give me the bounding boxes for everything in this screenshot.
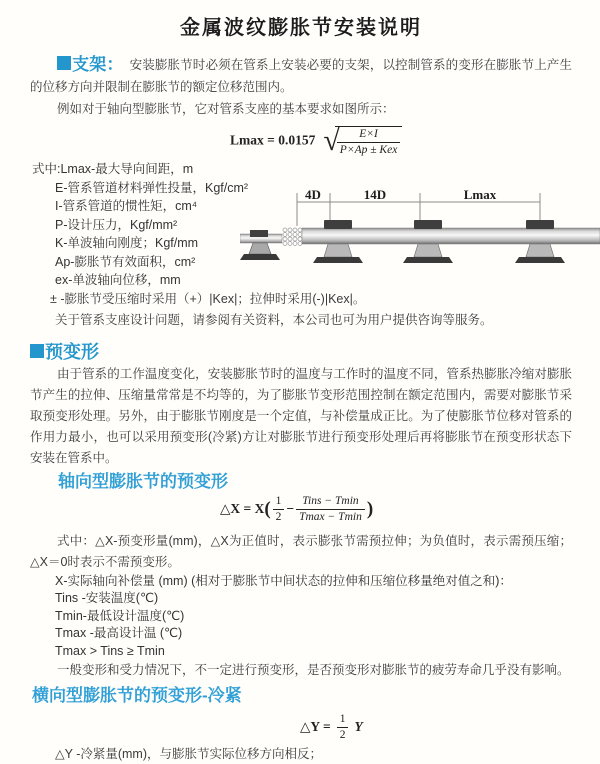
axial-subheading: 轴向型膨胀节的预变形 [58,471,228,491]
axial-formula [220,495,373,529]
predeform-body: 由于管系的工作温度变化，安装膨胀节时的温度与工作时的温度不同，管系热膨胀冷缩对膨胀节产生的拉伸、压缩量常常是不均等的，为了膨胀节变形范围控制在额定范围内，需要对膨胀节采取预变形处理。另外，由于膨胀节刚度是一个定值，与补偿量成正比。为了使膨胀节位移对管系的作用力最小，也可以采用预变形(冷紧)方让对膨胀节进行预变形处理后再将膨胀节在预变形状态下安装在管系中。 [30,366,572,465]
support-example-text: 例如对于轴向型膨胀节，它对管系支座的基本要求如图所示： [57,102,395,116]
lmax-formula-numerator: E×I [337,128,401,143]
axial-def-tmax: Tmax -最高设计温 (℃) [55,626,183,640]
axial-formula-half-num: 1 [273,495,285,510]
axial-formula-lhs: △X = X [220,500,265,516]
variables-and-diagram [30,160,572,290]
support-section-heading: 支架： [72,55,124,74]
dim-label-4d: 4D [305,188,321,202]
axial-def-tins: Tins -安装温度(℃) [55,591,159,605]
lateral-formula-num: 1 [337,713,349,728]
var-line-k: K-单波轴向刚度；Kgf/mm [55,236,199,250]
axial-formula-temp-den: Tmax − Tmin [299,510,362,523]
consult-note: 关于管系支座设计问题，请参阅有关资料，本公司也可为用户提供咨询等服务。 [55,312,493,327]
bellows [283,228,302,246]
axial-where-text: 式中：△X-预变形量(mm)，△X为正值时，表示膨张节需预拉伸；为负值时，表示需预压缩；△X＝0时表示不需预变形。 [30,533,572,569]
lateral-formula-den: 2 [339,729,346,741]
var-line-ap: Ap-膨胀节有效面积，cm² [55,254,196,269]
lmax-formula-lhs: Lmax = 0.0157 [230,132,316,148]
lateral-note: △Y -冷紧量(mm)，与膨胀节实际位移方向相反； [55,747,323,761]
pipe-support-diagram [240,188,600,270]
lmax-formula [230,124,572,158]
axial-definition-list [30,573,572,661]
axial-formula-half-den: 2 [275,510,282,523]
plusminus-note: ± -膨胀节受压缩时采用（+）|Kex|；拉伸时采用(-)|Kex|。 [50,291,366,306]
var-line-e: E-管系管道材料弹性投量，Kgf/cm² [55,180,249,195]
support-intro-paragraph [30,54,572,98]
lmax-formula-radicand [335,126,403,157]
axial-formula-open-paren: ( [264,498,271,519]
section-bullet-icon [30,344,44,358]
section-bullet-icon [57,56,71,70]
sqrt-radical-icon: √ [323,124,340,157]
axial-def-x: X-实际轴向补偿量 (mm) (相对于膨胀节中间状态的拉伸和压缩位移量绝对值之和)： [55,573,512,588]
lateral-formula-lhs: △Y = [300,719,331,735]
predeform-section-heading [30,338,572,362]
var-line-i: I-管系管道的惯性矩，cm⁴ [55,199,198,213]
var-line-lmax: 式中:Lmax-最大导向间距，m [32,162,194,176]
lmax-formula-denominator: P×Ap ± Kex [339,143,398,156]
axial-def-tmin: Tmin-最低设计温度(℃) [55,608,185,623]
document-title: 金属波纹膨胀节安装说明 [180,17,422,39]
var-line-p: P-设计压力，Kgf/mm² [55,217,178,232]
predeform-heading-label: 预变形 [45,341,99,362]
dim-label-14d: 14D [363,188,387,202]
lateral-subheading: 横向型膨胀节的预变形-冷紧 [32,686,242,705]
support-intro-text: 安装膨胀节时必须在管系上安装必要的支架，以控制管系的变形在膨胀节上产生的位移方向并限制在膨胀节的额定位移范围内。 [30,58,572,94]
pipe [302,228,600,244]
axial-note: 一般变形和受力情况下，不一定进行预变形，是否预变形对膨胀节的疲劳寿命几乎没有影响。 [57,663,570,677]
dim-label-lmax: Lmax [463,188,497,202]
var-line-ex: ex-单波轴向位移，mm [55,273,181,287]
axial-formula-temp-num: Tins − Tmin [296,495,365,510]
axial-formula-close-paren: ) [366,498,374,519]
lateral-formula-rhs: Y [354,719,363,735]
axial-def-ineq: Tmax > Tins ≥ Tmin [55,643,165,658]
axial-formula-minus: − [286,500,295,516]
